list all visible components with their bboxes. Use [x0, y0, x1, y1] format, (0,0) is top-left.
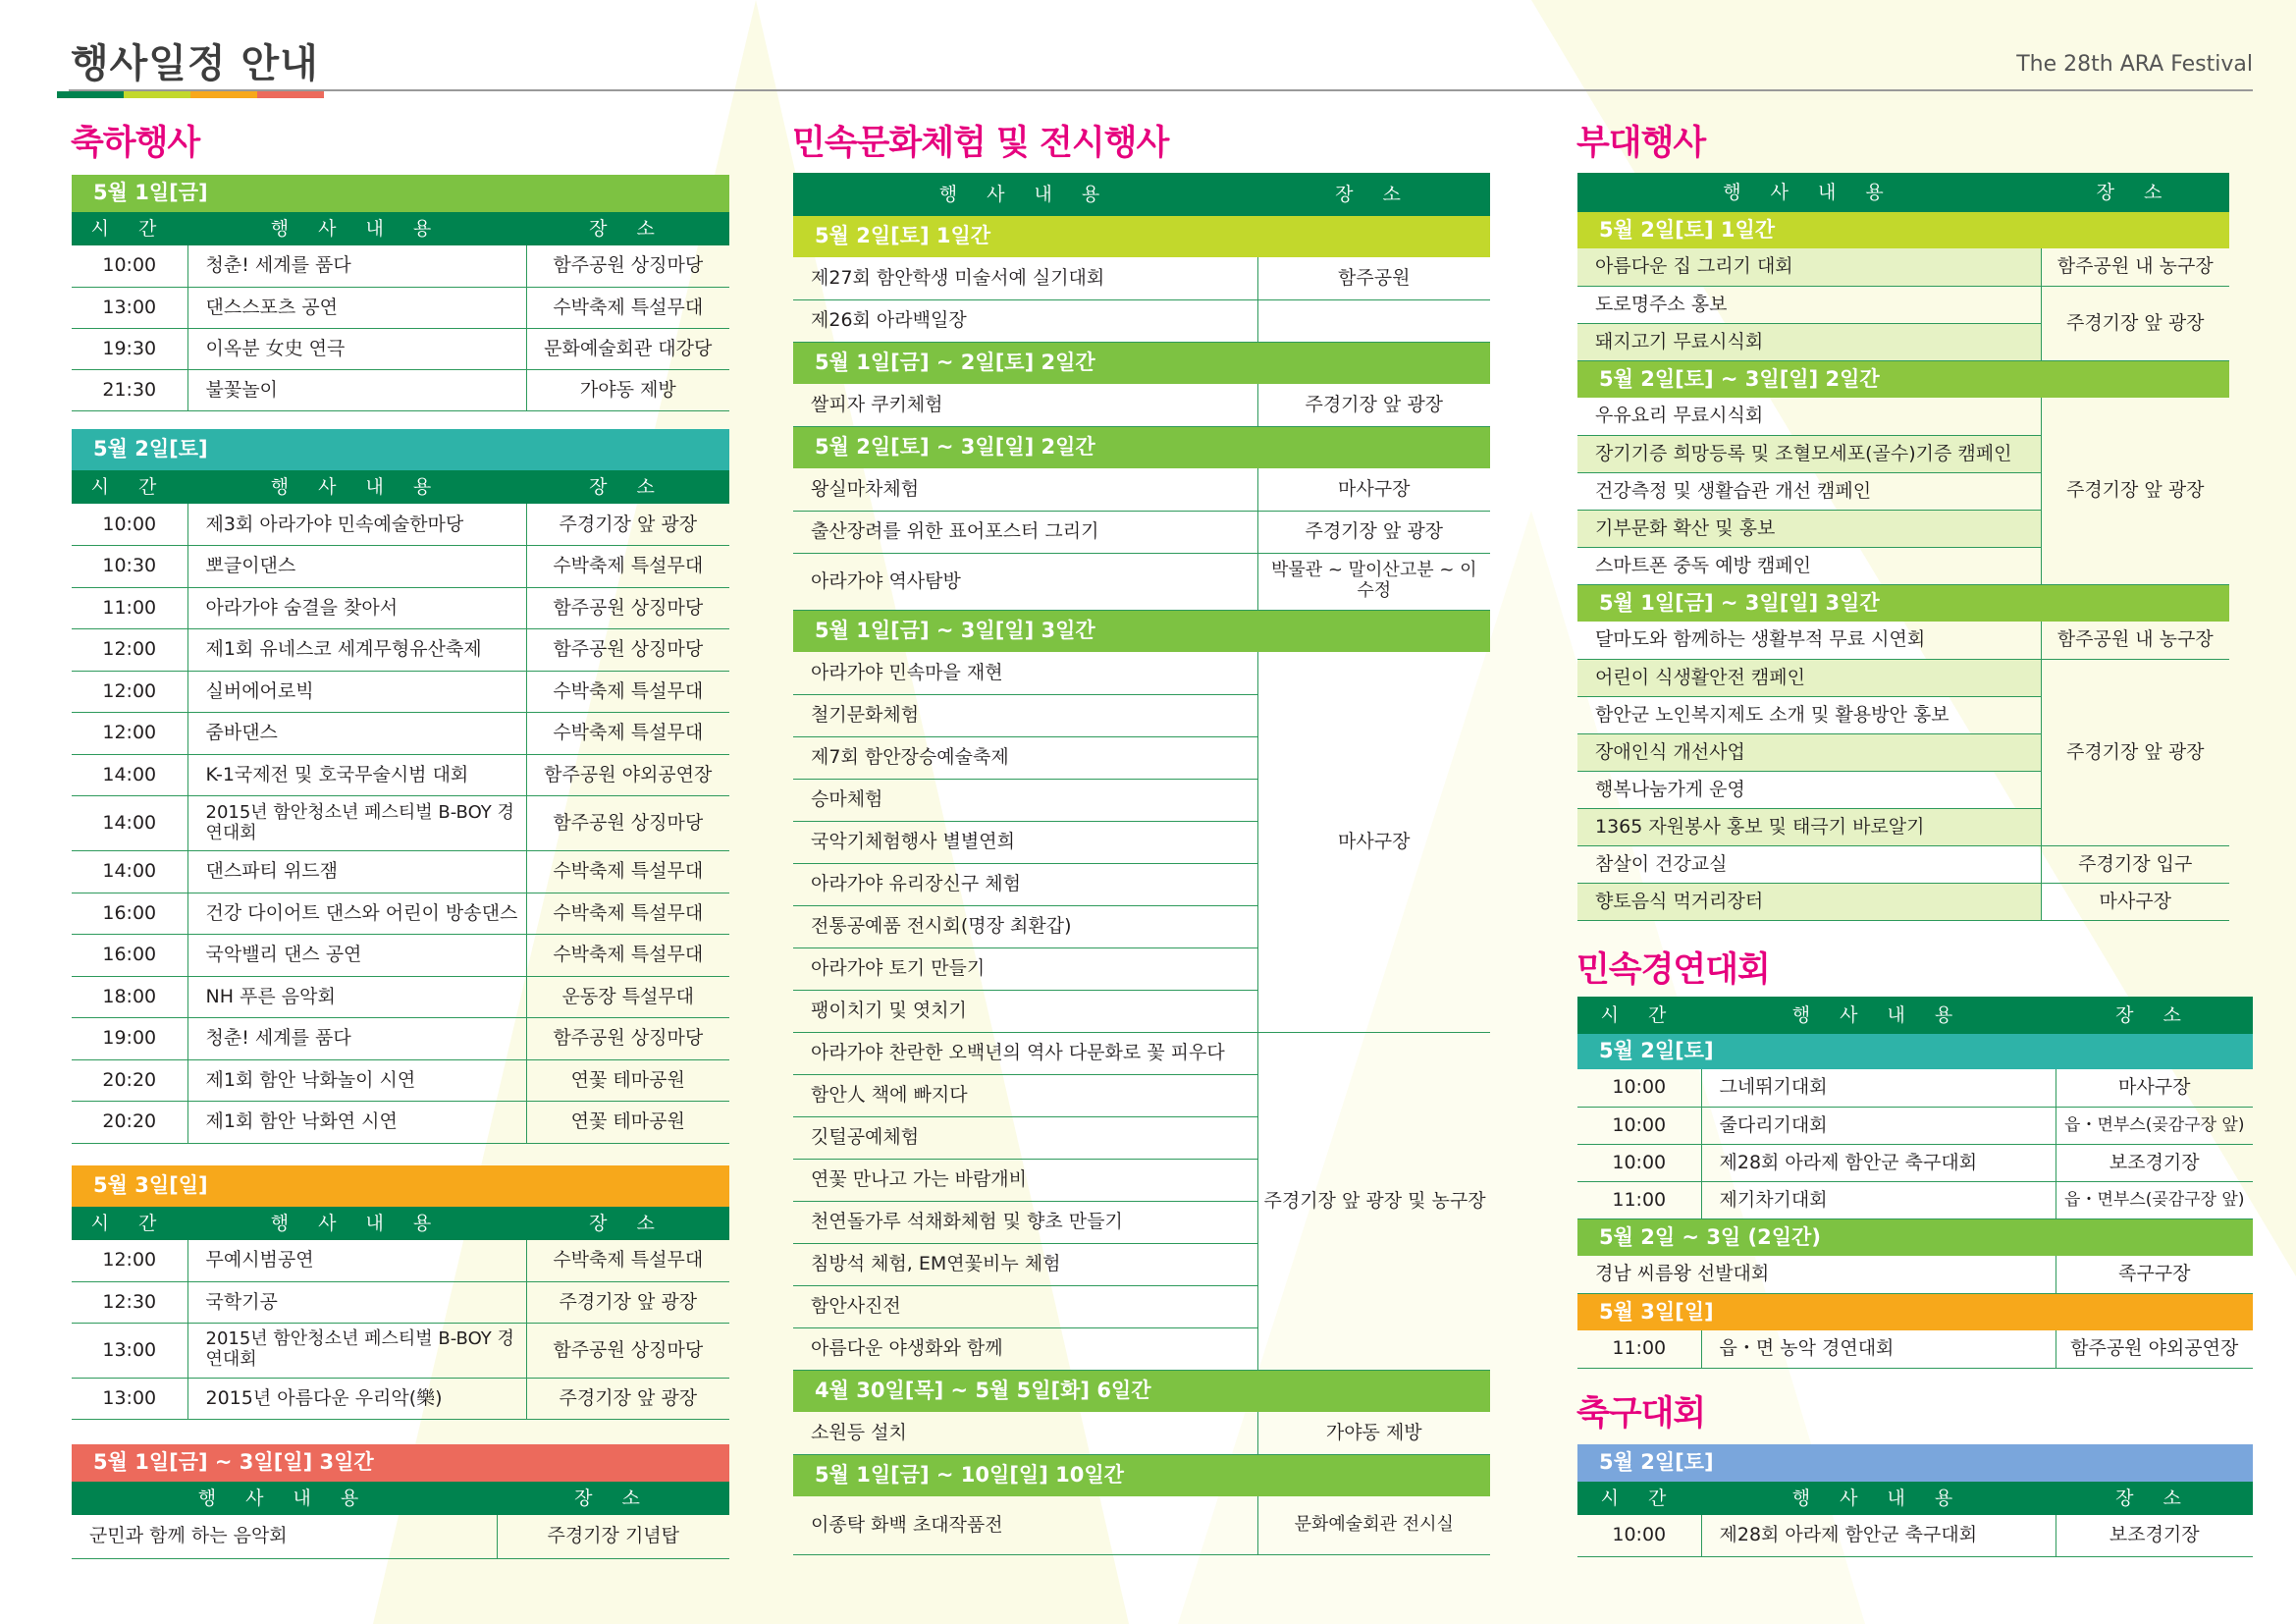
table-cell: 댄스스포츠 공연	[187, 287, 526, 328]
table-cell: 함안사진전	[793, 1285, 1257, 1327]
period-band: 5월 2일[토] 1일간	[815, 224, 991, 248]
section-title-folk: 민속문화체험 및 전시행사	[792, 124, 1169, 163]
table-cell: 10:00	[1577, 1069, 1701, 1107]
table-cell: 읍・면부스(곶감구장 앞)	[2056, 1181, 2253, 1218]
table-cell: 함주공원 상징마당	[526, 1018, 729, 1060]
table-cell: 제1회 유네스코 세계무형유산축제	[187, 629, 526, 672]
table-cell: 천연돌가루 석채화체험 및 향초 만들기	[793, 1201, 1257, 1243]
table-row	[1577, 1515, 2253, 1556]
table-row	[72, 587, 729, 629]
table-row	[1577, 659, 2229, 696]
table-row	[1577, 1256, 2253, 1293]
table-cell: 이옥분 女史 연극	[187, 328, 526, 369]
table-row	[1577, 883, 2229, 920]
table-cell: 제26회 아라백일장	[793, 299, 1257, 342]
table-cell: 12:00	[72, 1240, 187, 1281]
table-cell: 18:00	[72, 976, 187, 1018]
table-cell: 읍・면부스(곶감구장 앞)	[2056, 1107, 2253, 1144]
table-row	[72, 935, 729, 977]
table-cell: 주경기장 앞 광장	[2041, 286, 2229, 360]
section-title-side-events: 부대행사	[1576, 124, 1706, 163]
side-events-table	[1577, 173, 2229, 921]
period-band: 5월 2일[토] ~ 3일[일] 2일간	[1599, 366, 1880, 391]
table-cell: 19:30	[72, 328, 187, 369]
table-cell: 제28회 아라제 함안군 축구대회	[1701, 1144, 2056, 1181]
table-cell: 어린이 식생활안전 캠페인	[1577, 659, 2041, 696]
table-cell: 팽이치기 및 엿치기	[793, 990, 1257, 1032]
table-row	[1577, 845, 2229, 883]
table-row	[793, 1496, 1490, 1554]
table-row	[1577, 1330, 2253, 1368]
col-header-time: 시 간	[1577, 997, 1701, 1034]
table-row	[72, 796, 729, 851]
table-cell: 운동장 특설무대	[526, 976, 729, 1018]
table-cell: 14:00	[72, 754, 187, 796]
table-cell: 마사구장	[1257, 652, 1490, 1032]
table-cell: 21:30	[72, 369, 187, 410]
table-cell: 12:30	[72, 1281, 187, 1323]
table-cell: 함주공원	[1257, 257, 1490, 299]
table-cell: 12:00	[72, 671, 187, 713]
table-cell: 이종탁 화백 초대작품전	[793, 1496, 1257, 1554]
celebration-day2-table	[72, 429, 729, 1144]
table-row	[1577, 1144, 2253, 1181]
table-cell: 함주공원 야외공연장	[2056, 1330, 2253, 1368]
table-row	[72, 671, 729, 713]
col-header-time: 시 간	[72, 212, 187, 245]
table-cell: 함주공원 상징마당	[526, 1323, 729, 1378]
table-cell: 수박축제 특설무대	[526, 546, 729, 588]
table-cell: 16:00	[72, 893, 187, 935]
section-title-folk-contest: 민속경연대회	[1576, 950, 1770, 990]
table-cell: 불꽃놀이	[187, 369, 526, 410]
table-cell: 소원등 설치	[793, 1412, 1257, 1454]
table-row	[793, 1032, 1490, 1074]
col-header-content: 행 사 내 용	[187, 212, 526, 245]
table-cell: 아라가야 찬란한 오백년의 역사 다문화로 꽃 피우다	[793, 1032, 1257, 1074]
table-cell: 함주공원 내 농구장	[2041, 622, 2229, 659]
period-band: 5월 2일[토] ~ 3일[일] 2일간	[815, 435, 1095, 460]
table-cell: 보조경기장	[2056, 1515, 2253, 1556]
table-cell: 아라가야 숨결을 찾아서	[187, 587, 526, 629]
col-header-time: 시 간	[72, 1207, 187, 1240]
table-cell: 11:00	[1577, 1330, 1701, 1368]
table-cell: 연꽃 테마공원	[526, 1102, 729, 1144]
table-cell: 뽀글이댄스	[187, 546, 526, 588]
table-row	[72, 754, 729, 796]
table-cell: 연꽃 테마공원	[526, 1059, 729, 1102]
table-cell: 주경기장 입구	[2041, 845, 2229, 883]
table-cell: 청춘! 세계를 품다	[187, 245, 526, 287]
table-row	[72, 1281, 729, 1323]
header-rule	[69, 89, 2253, 91]
table-cell: 10:00	[1577, 1515, 1701, 1556]
table-cell: K-1국제전 및 호국무술시범 대회	[187, 754, 526, 796]
day-band: 5월 2일 ~ 3일 (2일간)	[1599, 1224, 1821, 1249]
table-cell: 마사구장	[1257, 468, 1490, 511]
period-band: 5월 1일[금] ~ 2일[토] 2일간	[815, 351, 1095, 375]
table-cell: 2015년 함안청소년 페스티벌 B-BOY 경연대회	[187, 1323, 526, 1378]
table-cell: 13:00	[72, 1378, 187, 1419]
table-cell: 주경기장 앞 광장 및 농구장	[1257, 1032, 1490, 1370]
table-cell: 우유요리 무료시식회	[1577, 398, 2041, 435]
table-row	[72, 328, 729, 369]
table-cell: 깃털공예체험	[793, 1116, 1257, 1159]
table-cell: 11:00	[72, 587, 187, 629]
col-header-time: 시 간	[1577, 1482, 1701, 1515]
celebration-day3-table	[72, 1165, 729, 1420]
table-cell: 달마도와 함께하는 생활부적 무료 시연회	[1577, 622, 2041, 659]
table-cell: 아라가야 역사탐방	[793, 553, 1257, 610]
table-cell: 20:20	[72, 1059, 187, 1102]
table-cell: 마사구장	[2056, 1069, 2253, 1107]
table-cell: 함주공원 상징마당	[526, 629, 729, 672]
table-cell: 수박축제 특설무대	[526, 713, 729, 755]
table-cell: 박물관 ~ 말이산고분 ~ 이수정	[1257, 553, 1490, 610]
table-cell: 장기기증 희망등록 및 조혈모세포(골수)기증 캠페인	[1577, 435, 2041, 472]
table-row	[72, 713, 729, 755]
table-cell: 건강측정 및 생활습관 개선 캠페인	[1577, 472, 2041, 510]
col-header-content: 행 사 내 용	[72, 1482, 497, 1515]
table-cell: 14:00	[72, 851, 187, 893]
table-cell: 아라가야 유리장신구 체험	[793, 863, 1257, 905]
table-cell: 문화예술회관 전시실	[1257, 1496, 1490, 1554]
table-row	[72, 629, 729, 672]
table-row	[793, 299, 1490, 342]
table-cell: 10:00	[1577, 1144, 1701, 1181]
table-row	[72, 245, 729, 287]
table-cell: 수박축제 특설무대	[526, 1240, 729, 1281]
table-cell: 주경기장 앞 광장	[2041, 659, 2229, 845]
table-row	[793, 652, 1490, 694]
table-cell: 경남 씨름왕 선발대회	[1577, 1256, 2056, 1293]
period-band: 5월 1일[금] ~ 3일[일] 3일간	[815, 619, 1095, 643]
table-cell: 주경기장 앞 광장	[526, 504, 729, 546]
table-cell: 국학기공	[187, 1281, 526, 1323]
table-cell: 돼지고기 무료시식회	[1577, 323, 2041, 360]
table-row	[72, 287, 729, 328]
table-cell: 제기차기대회	[1701, 1181, 2056, 1218]
table-cell: 10:00	[72, 504, 187, 546]
table-row	[1577, 622, 2229, 659]
col-header-place: 장 소	[1257, 173, 1490, 216]
table-cell: 19:00	[72, 1018, 187, 1060]
day-band: 5월 3일[일]	[93, 1173, 208, 1198]
section-title-celebration: 축하행사	[71, 124, 200, 163]
col-header-content: 행 사 내 용	[187, 470, 526, 504]
table-cell: 2015년 함안청소년 페스티벌 B-BOY 경연대회	[187, 796, 526, 851]
table-cell: 그네뛰기대회	[1701, 1069, 2056, 1107]
col-header-place: 장 소	[526, 1207, 729, 1240]
table-cell: 11:00	[1577, 1181, 1701, 1218]
table-cell: 함주공원 상징마당	[526, 587, 729, 629]
period-band: 5월 2일[토] 1일간	[1599, 217, 1776, 242]
table-row	[793, 1412, 1490, 1454]
table-cell: 가야동 제방	[1257, 1412, 1490, 1454]
table-cell: 줄다리기대회	[1701, 1107, 2056, 1144]
day-band: 5월 1일[금]	[93, 181, 208, 205]
col-header-time: 시 간	[72, 470, 187, 504]
table-cell: 주경기장 앞 광장	[526, 1378, 729, 1419]
table-cell: 함주공원 상징마당	[526, 796, 729, 851]
col-header-content: 행 사 내 용	[187, 1207, 526, 1240]
table-cell: 기부문화 확산 및 홍보	[1577, 510, 2041, 547]
table-cell: 장애인식 개선사업	[1577, 733, 2041, 771]
table-row	[72, 1240, 729, 1281]
table-row	[72, 893, 729, 935]
table-cell: 마사구장	[2041, 883, 2229, 920]
table-cell: 문화예술회관 대강당	[526, 328, 729, 369]
col-header-place: 장 소	[497, 1482, 729, 1515]
day-band: 5월 2일[토]	[93, 437, 208, 461]
table-cell: 보조경기장	[2056, 1144, 2253, 1181]
table-row	[793, 468, 1490, 511]
table-cell: 국악기체험행사 별별연희	[793, 821, 1257, 863]
col-header-place: 장 소	[2056, 997, 2253, 1034]
period-band: 5월 1일[금] ~ 3일[일] 3일간	[1599, 590, 1880, 615]
table-cell: 침방석 체험, EM연꽃비누 체험	[793, 1243, 1257, 1285]
table-row	[72, 546, 729, 588]
table-row	[72, 1059, 729, 1102]
table-cell: 전통공예품 전시회(명장 최환갑)	[793, 905, 1257, 947]
table-cell: 제27회 함안학생 미술서예 실기대회	[793, 257, 1257, 299]
period-band: 4월 30일[목] ~ 5월 5일[화] 6일간	[815, 1379, 1151, 1403]
table-row	[793, 511, 1490, 553]
col-header-place: 장 소	[2041, 173, 2229, 212]
table-row	[1577, 1069, 2253, 1107]
table-cell: 청춘! 세계를 품다	[187, 1018, 526, 1060]
table-cell: 10:30	[72, 546, 187, 588]
table-row	[72, 504, 729, 546]
table-cell: 승마체험	[793, 779, 1257, 821]
table-row	[72, 1018, 729, 1060]
table-cell: 12:00	[72, 629, 187, 672]
table-row	[1577, 1107, 2253, 1144]
table-cell: 20:20	[72, 1102, 187, 1144]
table-cell: 무예시범공연	[187, 1240, 526, 1281]
col-header-place: 장 소	[526, 470, 729, 504]
table-cell: NH 푸른 음악회	[187, 976, 526, 1018]
table-cell: 스마트폰 중독 예방 캠페인	[1577, 547, 2041, 584]
col-header-place: 장 소	[2056, 1482, 2253, 1515]
folk-experience-table	[793, 173, 1490, 1555]
table-row	[72, 1323, 729, 1378]
table-cell: 함안人 책에 빠지다	[793, 1074, 1257, 1116]
table-cell: 2015년 아름다운 우리악(樂)	[187, 1378, 526, 1419]
day-band: 5월 2일[토]	[1599, 1039, 1714, 1063]
table-row	[1577, 1181, 2253, 1218]
section-title-soccer: 축구대회	[1576, 1394, 1706, 1434]
table-cell: 철기문화체험	[793, 694, 1257, 736]
table-cell: 아라가야 민속마을 재현	[793, 652, 1257, 694]
table-row	[72, 369, 729, 410]
day-band: 5월 3일[일]	[1599, 1299, 1714, 1324]
table-cell: 줌바댄스	[187, 713, 526, 755]
table-cell: 제28회 아라제 함안군 축구대회	[1701, 1515, 2056, 1556]
table-cell: 함주공원 상징마당	[526, 245, 729, 287]
table-cell: 10:00	[72, 245, 187, 287]
table-cell: 주경기장 기념탑	[497, 1515, 729, 1558]
page-title: 행사일정 안내	[71, 41, 319, 86]
table-cell: 주경기장 앞 광장	[2041, 398, 2229, 584]
table-cell: 제1회 함안 낙화놀이 시연	[187, 1059, 526, 1102]
page-header	[69, 25, 2253, 98]
festival-subtitle: The 28th ARA Festival	[2016, 52, 2253, 77]
table-row	[793, 553, 1490, 610]
table-row	[72, 1515, 729, 1558]
table-cell: 함주공원 내 농구장	[2041, 248, 2229, 286]
celebration-day1-table	[72, 175, 729, 411]
table-cell: 군민과 함께 하는 음악회	[72, 1515, 497, 1558]
table-cell: 수박축제 특설무대	[526, 287, 729, 328]
period-band: 5월 1일[금] ~ 10일[일] 10일간	[815, 1463, 1124, 1488]
table-cell: 국악밸리 댄스 공연	[187, 935, 526, 977]
col-header-content: 행 사 내 용	[793, 173, 1257, 216]
col-header-place: 장 소	[526, 212, 729, 245]
table-row	[1577, 398, 2229, 435]
day-band: 5월 2일[토]	[1599, 1450, 1714, 1475]
table-row	[1577, 248, 2229, 286]
table-row	[793, 257, 1490, 299]
table-cell: 도로명주소 홍보	[1577, 286, 2041, 323]
table-cell: 13:00	[72, 1323, 187, 1378]
table-cell: 연꽃 만나고 가는 바람개비	[793, 1159, 1257, 1201]
table-cell: 제1회 함안 낙화연 시연	[187, 1102, 526, 1144]
table-cell: 읍・면 농악 경연대회	[1701, 1330, 2056, 1368]
table-cell: 주경기장 앞 광장	[1257, 511, 1490, 553]
table-cell: 수박축제 특설무대	[526, 935, 729, 977]
table-cell: 출산장려를 위한 표어포스터 그리기	[793, 511, 1257, 553]
table-row	[72, 1102, 729, 1144]
table-row	[72, 976, 729, 1018]
table-cell: 주경기장 앞 광장	[1257, 384, 1490, 426]
table-cell: 13:00	[72, 287, 187, 328]
col-header-content: 행 사 내 용	[1577, 173, 2041, 212]
table-cell: 참살이 건강교실	[1577, 845, 2041, 883]
table-cell: 아름다운 집 그리기 대회	[1577, 248, 2041, 286]
table-cell: 수박축제 특설무대	[526, 851, 729, 893]
celebration-period-table	[72, 1444, 729, 1559]
day-band: 5월 1일[금] ~ 3일[일] 3일간	[93, 1450, 374, 1475]
table-cell: 건강 다이어트 댄스와 어린이 방송댄스	[187, 893, 526, 935]
table-cell: 함안군 노인복지제도 소개 및 활용방안 홍보	[1577, 696, 2041, 733]
table-cell: 제7회 함안장승예술축제	[793, 736, 1257, 779]
table-cell: 왕실마차체험	[793, 468, 1257, 511]
table-cell: 아름다운 야생화와 함께	[793, 1327, 1257, 1370]
table-cell: 16:00	[72, 935, 187, 977]
table-cell: 수박축제 특설무대	[526, 671, 729, 713]
col-header-content: 행 사 내 용	[1701, 997, 2056, 1034]
table-cell: 아라가야 토기 만들기	[793, 947, 1257, 990]
table-cell: 주경기장 앞 광장	[526, 1281, 729, 1323]
table-cell: 수박축제 특설무대	[526, 893, 729, 935]
soccer-table	[1577, 1444, 2253, 1557]
table-row	[1577, 286, 2229, 323]
table-cell: 쌀피자 쿠키체험	[793, 384, 1257, 426]
table-cell: 가야동 제방	[526, 369, 729, 410]
table-cell: 댄스파티 위드잼	[187, 851, 526, 893]
table-cell: 제3회 아라가야 민속예술한마당	[187, 504, 526, 546]
table-cell: 행복나눔가게 운영	[1577, 771, 2041, 808]
table-row	[72, 851, 729, 893]
table-cell: 실버에어로빅	[187, 671, 526, 713]
table-cell: 12:00	[72, 713, 187, 755]
folk-contest-table	[1577, 997, 2253, 1369]
table-cell: 향토음식 먹거리장터	[1577, 883, 2041, 920]
header-color-bars	[57, 91, 324, 98]
table-cell: 10:00	[1577, 1107, 1701, 1144]
table-row	[793, 384, 1490, 426]
table-cell: 1365 자원봉사 홍보 및 태극기 바로알기	[1577, 808, 2041, 845]
table-row	[72, 1378, 729, 1419]
table-cell: 족구구장	[2056, 1256, 2253, 1293]
col-header-content: 행 사 내 용	[1701, 1482, 2056, 1515]
table-cell: 14:00	[72, 796, 187, 851]
table-cell: 함주공원 야외공연장	[526, 754, 729, 796]
